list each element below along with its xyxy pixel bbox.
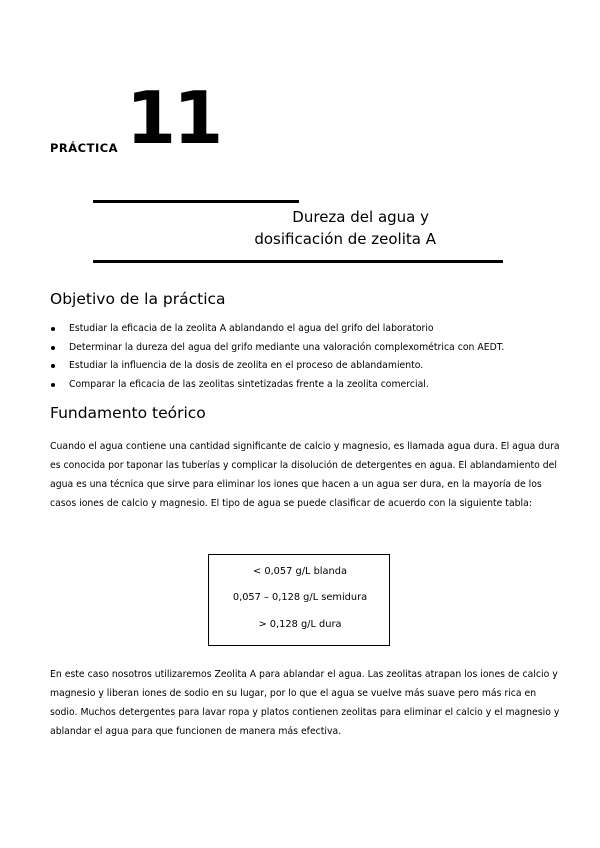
title-line-1: Dureza del agua y <box>292 208 429 226</box>
bullet-icon <box>51 327 55 331</box>
title-rule-bottom <box>93 260 503 263</box>
bullet-icon <box>51 383 55 387</box>
list-item <box>50 341 570 360</box>
theory-heading: Fundamento teórico <box>50 404 206 422</box>
list-item-text: Determinar la dureza del agua del grifo mediante una valoración complexométrica con AEDT. <box>69 341 505 353</box>
title-line-2: dosificación de zeolita A <box>254 230 436 248</box>
theory-paragraph-1: Cuando el agua contiene una cantidad significante de calcio y magnesio, es llamada agua dura. El agua dura es conocida por taponar las tuberías y complicar la disolución de detergentes en agua. El ablandamiento del agua es una técnica que sirve para eliminar los iones que hacen a un agua ser dura, en la mayoría de los casos iones de calcio y magnesio. El tipo de agua se puede clasificar de acuerdo con la siguiente tabla: <box>50 441 560 509</box>
theory-paragraph-2: En este caso nosotros utilizaremos Zeolita A para ablandar el agua. Las zeolitas atrapan los iones de calcio y magnesio y liberan iones de sodio en su lugar, por lo que el agua se vuelve más suave pero más rica en sodio. Muchos detergentes para lavar ropa y platos contienen zeolitas para eliminar el calcio y el magnesio y ablandar el agua para que funcionen de manera más efectiva. <box>50 669 560 737</box>
list-item-text: Estudiar la influencia de la dosis de zeolita en el proceso de ablandamiento. <box>69 360 424 371</box>
list-item <box>50 322 570 341</box>
practice-number: 11 <box>126 76 221 160</box>
list-item-text: Comparar la eficacia de las zeolitas sintetizadas frente a la zeolita comercial. <box>69 378 429 390</box>
title-rule-top <box>93 200 299 203</box>
table-row-soft: < 0,057 g/L blanda <box>253 566 347 577</box>
bullet-icon <box>51 364 55 368</box>
list-item <box>50 378 570 397</box>
practice-label: PRÁCTICA <box>50 141 119 155</box>
list-item-text: Estudiar la eficacia de la zeolita A ablandando el agua del grifo del laboratorio <box>69 323 434 334</box>
table-row-medium: 0,057 – 0,128 g/L semidura <box>232 592 368 603</box>
bullet-icon <box>51 346 55 350</box>
list-item <box>50 359 570 378</box>
table-row-hard: > 0,128 g/L dura <box>258 619 342 630</box>
hardness-table <box>208 554 390 646</box>
objective-heading: Objetivo de la práctica <box>50 290 226 308</box>
objective-list <box>50 322 570 396</box>
